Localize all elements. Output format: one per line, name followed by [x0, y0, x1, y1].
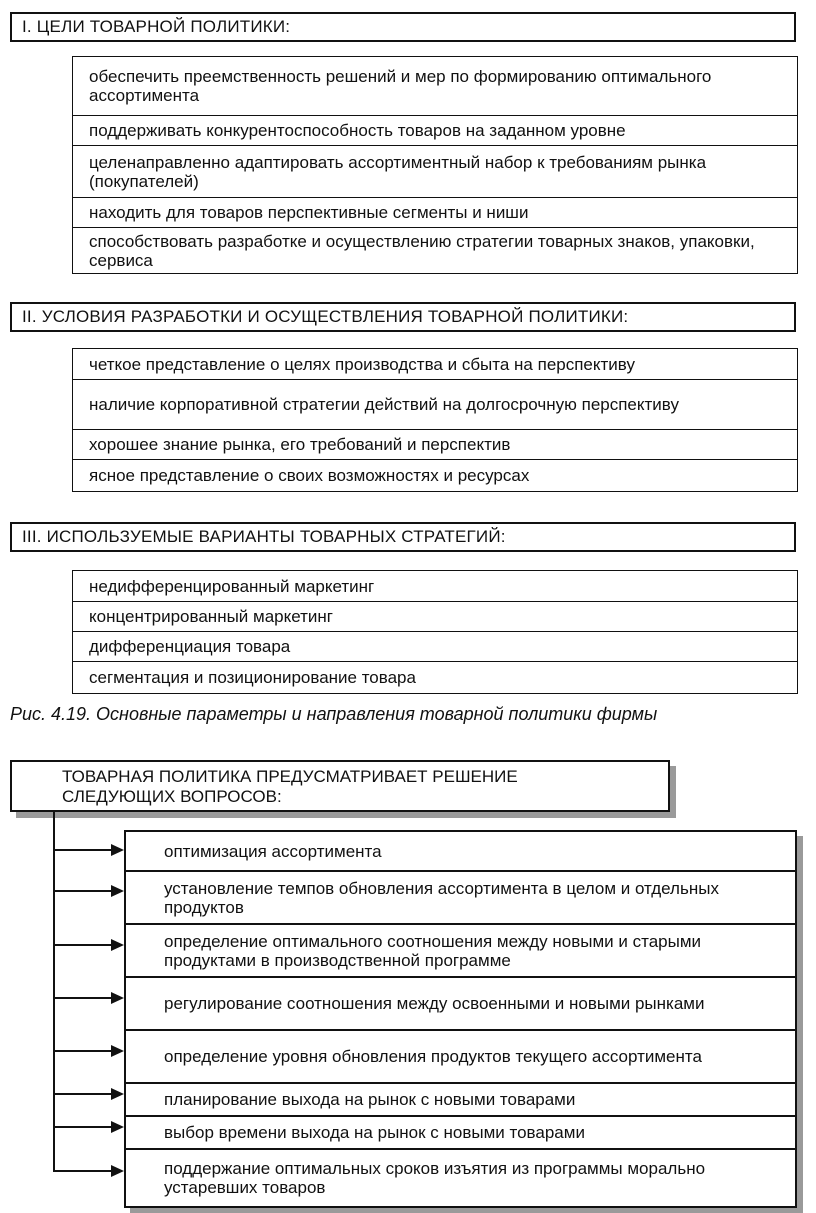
list-item: концентрированный маркетинг	[73, 601, 797, 631]
list-item: выбор времени выхода на рынок с новыми товарами	[126, 1115, 795, 1148]
arrow-icon	[54, 944, 112, 946]
section2-title: II. УСЛОВИЯ РАЗРАБОТКИ И ОСУЩЕСТВЛЕНИЯ ТОВАРНОЙ ПОЛИТИКИ:	[10, 302, 796, 332]
list-item: планирование выхода на рынок с новыми товарами	[126, 1082, 795, 1115]
list-item: оптимизация ассортимента	[164, 841, 382, 861]
list-item: находить для товаров перспективные сегменты и ниши	[73, 197, 797, 227]
list-item: способствовать разработке и осуществлению стратегии товарных знаков, упаковки, сервиса	[73, 227, 797, 273]
section1-title: I. ЦЕЛИ ТОВАРНОЙ ПОЛИТИКИ:	[10, 12, 796, 42]
bottom-title-line2: СЛЕДУЮЩИХ ВОПРОСОВ:	[62, 787, 282, 806]
section3-list	[72, 570, 798, 694]
arrow-icon	[54, 997, 112, 999]
list-item: целенаправленно адаптировать ассортиментный набор к требованиям рынка (покупателей)	[73, 145, 797, 197]
arrow-icon	[54, 1170, 112, 1172]
section2-list	[72, 348, 798, 492]
arrow-icon	[54, 890, 112, 892]
list-item: регулирование соотношения между освоенными и новыми рынками	[126, 976, 795, 1029]
arrow-icon	[54, 1093, 112, 1095]
arrow-icon	[54, 1126, 112, 1128]
list-item: наличие корпоративной стратегии действий на долгосрочную перспективу	[73, 379, 797, 429]
list-item: поддерживать конкурентоспособность товаров на заданном уровне	[73, 115, 797, 145]
list-item: определение оптимального соотношения между новыми и старыми продуктами в производственной программе	[126, 923, 795, 976]
list-item: определение уровня обновления продуктов текущего ассортимента	[126, 1029, 795, 1082]
figure-caption: Рис. 4.19. Основные параметры и направления товарной политики фирмы	[10, 704, 658, 724]
arrow-icon	[54, 849, 112, 851]
list-item: дифференциация товара	[73, 631, 797, 661]
list-item: установление темпов обновления ассортимента в целом и отдельных продуктов	[126, 870, 795, 923]
list-item: недифференцированный маркетинг	[89, 576, 375, 596]
connector-trunk	[53, 812, 55, 1172]
list-item: обеспечить преемственность решений и мер по формированию оптимального ассортимента	[89, 67, 712, 105]
list-item: четкое представление о целях производства и сбыта на перспективу	[89, 354, 635, 374]
list-item: сегментация и позиционирование товара	[73, 661, 797, 693]
list-item: ясное представление о своих возможностях и ресурсах	[73, 459, 797, 491]
bottom-title-box	[10, 760, 670, 812]
list-item: поддержание оптимальных сроков изъятия из программы морально устаревших товаров	[126, 1148, 795, 1206]
section1-list	[72, 56, 798, 274]
bottom-title-line1: ТОВАРНАЯ ПОЛИТИКА ПРЕДУСМАТРИВАЕТ РЕШЕНИЕ	[62, 767, 518, 786]
arrow-icon	[54, 1050, 112, 1052]
section3-title: III. ИСПОЛЬЗУЕМЫЕ ВАРИАНТЫ ТОВАРНЫХ СТРАТЕГИЙ:	[10, 522, 796, 552]
bottom-list	[124, 830, 797, 1208]
list-item: хорошее знание рынка, его требований и перспектив	[73, 429, 797, 459]
